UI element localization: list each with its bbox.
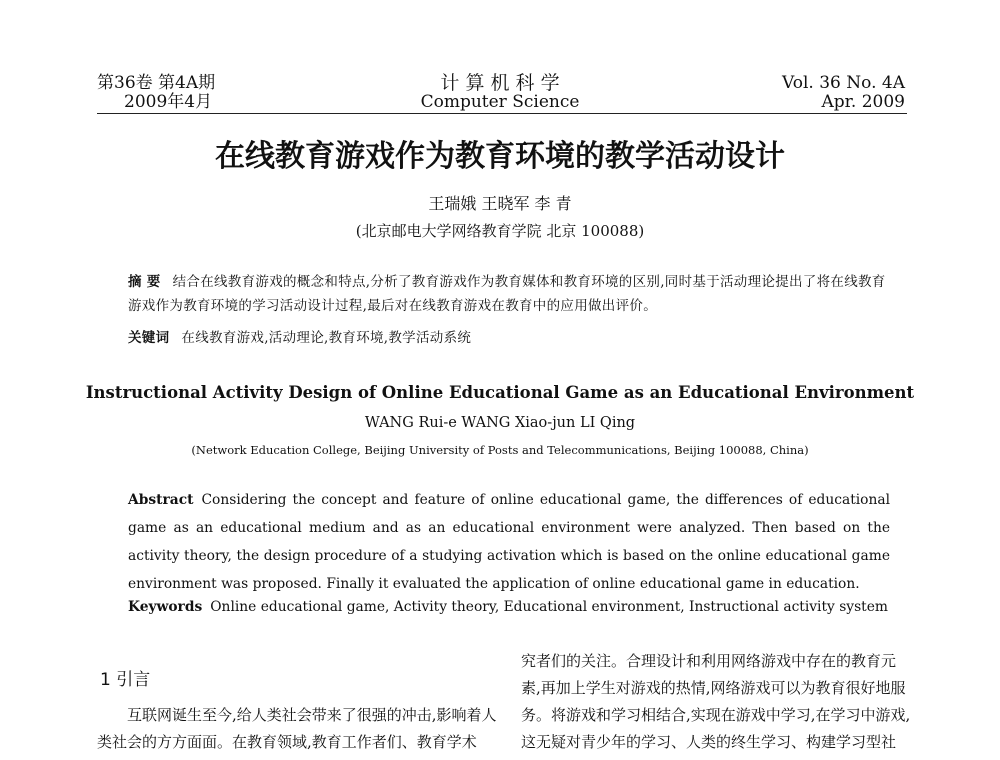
volume-issue: 第36卷 第4A期 xyxy=(97,73,216,93)
section-1-heading: 1 引言 xyxy=(100,670,151,690)
authors-en: WANG Rui-e WANG Xiao-jun LI Qing xyxy=(364,415,636,431)
abstract-en-text: Considering the concept and feature of online educational game, the differences of educational game as an educational medium and as an educational environment were analyzed. Then based on the activity theory, the design procedure of a studying activation which is based on the online educational game environment was proposed. Finally it evaluated the application of online educational game in education. xyxy=(128,492,890,592)
paper-title-zh: 在线教育游戏作为教育环境的教学活动设计 xyxy=(215,139,785,174)
keywords-en-label: Keywords xyxy=(128,599,203,615)
abstract-en-label: Abstract xyxy=(128,492,194,508)
right-column-paragraph: 究者们的关注。合理设计和利用网络游戏中存在的教育元素,再加上学生对游戏的热情,网络游戏可以为教育很好地服务。将游戏和学习相结合,实现在游戏中学习,在学习中游戏,这无疑对青少年的学习、人类的终生学习、构建学习型社 xyxy=(521,652,911,751)
abstract-zh-label: 摘 要 xyxy=(128,274,161,290)
affiliation-zh: (北京邮电大学网络教育学院 北京 100088) xyxy=(355,222,645,240)
keywords-en-text: Online educational game, Activity theory, Educational environment, Instructional activity system xyxy=(210,599,888,615)
date-en: Apr. 2009 xyxy=(821,92,905,112)
abstract-en xyxy=(128,486,890,598)
journal-en: Computer Science xyxy=(420,92,580,112)
keywords-en xyxy=(128,593,890,621)
journal-zh: 计 算 机 科 学 xyxy=(440,72,560,94)
affiliation-en: (Network Education College, Beijing University of Posts and Telecommunications, Beijing 100088, China) xyxy=(191,443,809,457)
paper-title-en: Instructional Activity Design of Online Educational Game as an Educational Environment xyxy=(85,383,915,402)
keywords-zh xyxy=(128,326,888,350)
abstract-zh xyxy=(128,270,888,318)
keywords-zh-label: 关键词 xyxy=(128,330,170,346)
volume-issue-en: Vol. 36 No. 4A xyxy=(782,73,905,93)
header-rule xyxy=(97,113,907,114)
keywords-zh-text: 在线教育游戏,活动理论,教育环境,教学活动系统 xyxy=(181,330,472,346)
section-1-paragraph: 互联网诞生至今,给人类社会带来了很强的冲击,影响着人类社会的方方面面。在教育领域,教育工作者们、教育学术 xyxy=(97,706,497,751)
authors-zh: 王瑞娥 王晓军 李 青 xyxy=(428,194,572,213)
abstract-zh-text: 结合在线教育游戏的概念和特点,分析了教育游戏作为教育媒体和教育环境的区别,同时基于活动理论提出了将在线教育游戏作为教育环境的学习活动设计过程,最后对在线教育游戏在教育中的应用做出评价。 xyxy=(128,274,886,314)
date-zh: 2009年4月 xyxy=(124,92,213,112)
